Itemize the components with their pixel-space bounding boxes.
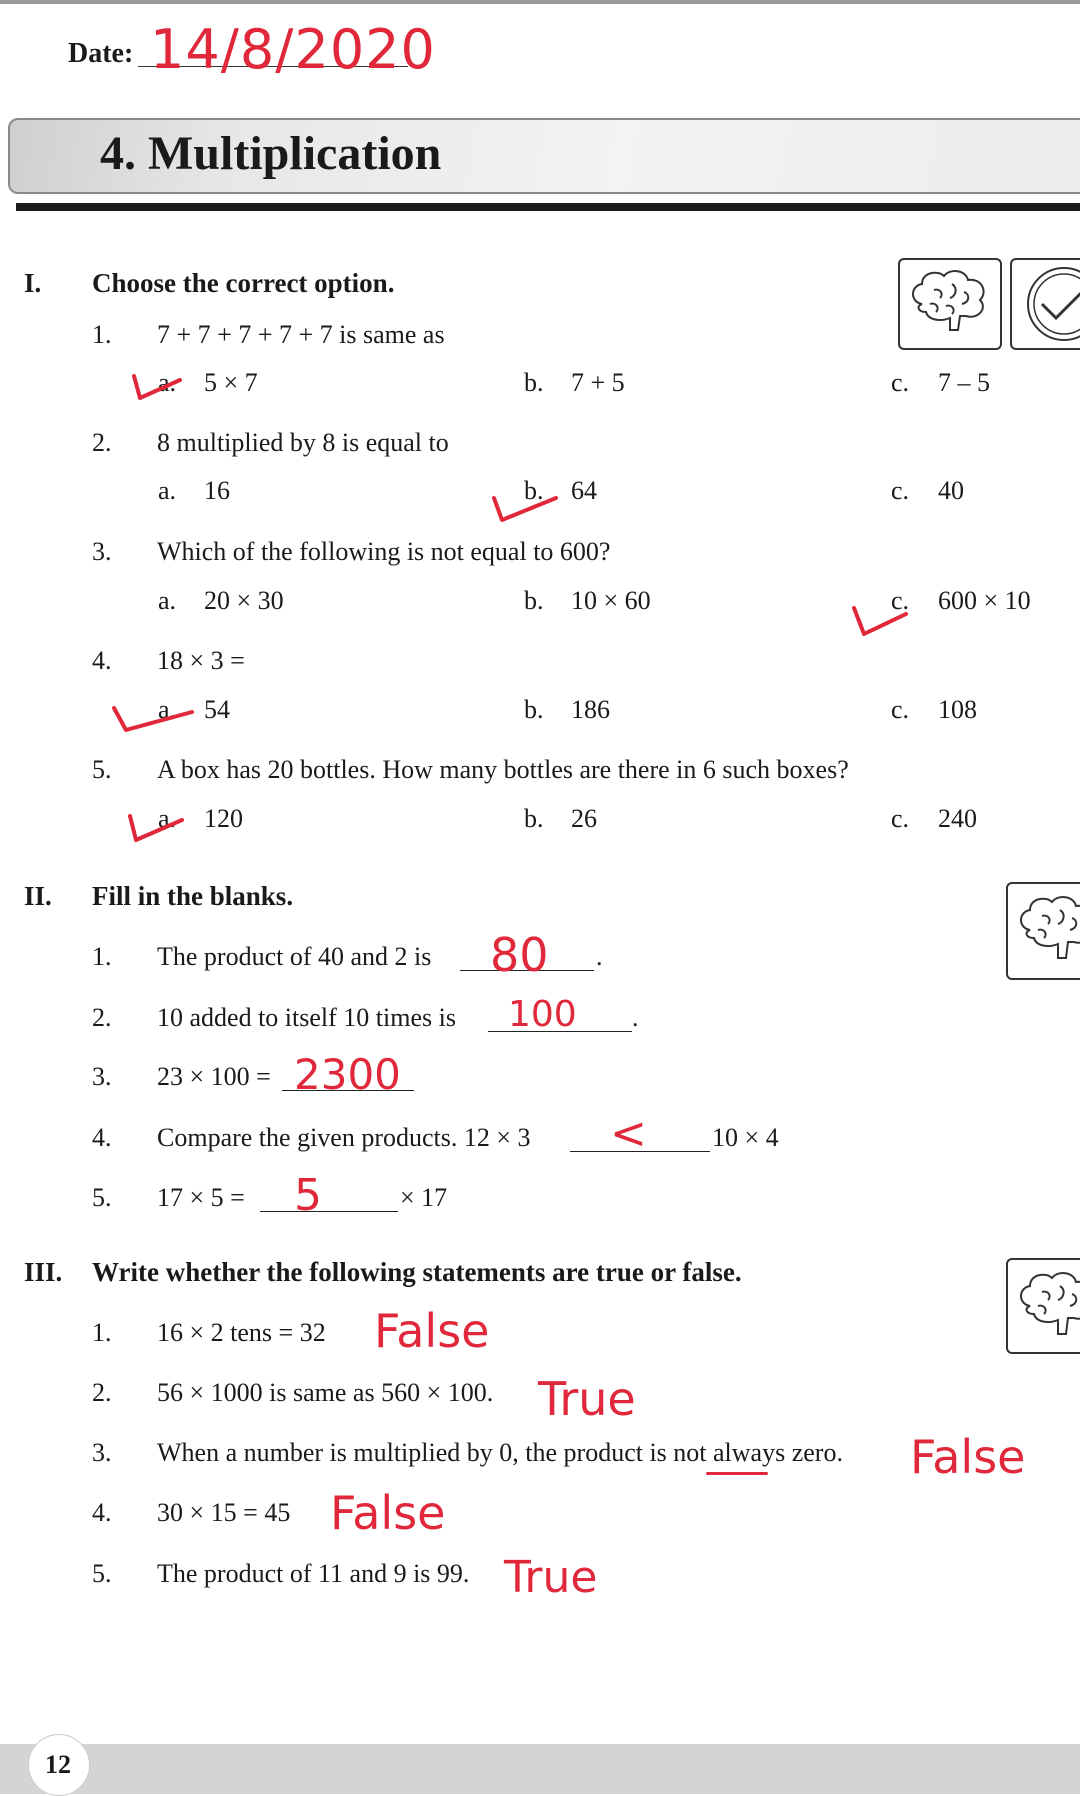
brain-icon: [1006, 882, 1080, 980]
blank-suffix: × 17: [400, 1183, 448, 1212]
option-value: 240: [938, 804, 977, 833]
blank-suffix: 10 × 4: [712, 1123, 779, 1152]
statement-text: 30 × 15 = 45: [157, 1498, 291, 1527]
handwritten-tick: [128, 364, 188, 404]
question-text: 8 multiplied by 8 is equal to: [157, 428, 449, 457]
blank-text: 10 added to itself 10 times is: [157, 1003, 456, 1032]
blank-number: 4.: [92, 1123, 112, 1152]
option-letter: b.: [524, 586, 544, 615]
section-2-title: Fill in the blanks.: [92, 881, 294, 911]
brain-icon: [898, 258, 1002, 350]
option-value: 54: [204, 695, 230, 724]
handwritten-answer: 100: [508, 994, 577, 1035]
option-letter: a.: [158, 476, 177, 505]
statement-number: 1.: [92, 1318, 112, 1347]
blank-suffix: .: [632, 1003, 639, 1032]
option-letter: c.: [891, 476, 910, 505]
question-number: 3.: [92, 537, 112, 566]
option-letter: a.: [158, 586, 177, 615]
statement-number: 5.: [92, 1559, 112, 1588]
blank-text: Compare the given products. 12 × 3: [157, 1123, 531, 1152]
question-number: 4.: [92, 646, 112, 675]
statement-number: 4.: [92, 1498, 112, 1527]
section-3-title: Write whether the following statements are true or false.: [92, 1257, 742, 1287]
section-1-number: I.: [24, 268, 42, 298]
footer-bar: [0, 1744, 1080, 1794]
page-number: 12: [45, 1750, 71, 1779]
option-letter: b.: [524, 476, 544, 505]
answer-blank: [260, 1211, 398, 1212]
option-value: 7 + 5: [571, 368, 625, 397]
statement-text: The product of 11 and 9 is 99.: [157, 1559, 470, 1588]
handwritten-answer: False: [374, 1304, 490, 1358]
handwritten-tick: [108, 696, 198, 740]
question-text: A box has 20 bottles. How many bottles are there in 6 such boxes?: [157, 755, 849, 784]
option-letter: a.: [158, 804, 177, 833]
option-value: 7 – 5: [938, 368, 990, 397]
blank-text: 23 × 100 =: [157, 1062, 271, 1091]
brain-icon: [1006, 1258, 1080, 1354]
handwritten-answer: 80: [490, 928, 549, 982]
blank-number: 2.: [92, 1003, 112, 1032]
handwritten-answer: <: [610, 1108, 647, 1159]
question-text: 7 + 7 + 7 + 7 + 7 is same as: [157, 320, 445, 349]
option-letter: c.: [891, 368, 910, 397]
statement-number: 2.: [92, 1378, 112, 1407]
option-value: 16: [204, 476, 230, 505]
handwritten-answer: True: [538, 1372, 636, 1426]
option-letter: c.: [891, 804, 910, 833]
statement-text: 16 × 2 tens = 32: [157, 1318, 326, 1347]
question-number: 1.: [92, 320, 112, 349]
blank-number: 1.: [92, 942, 112, 971]
option-letter: a.: [158, 368, 177, 397]
handwritten-date: 14/8/2020: [150, 18, 436, 81]
handwritten-answer: 5: [294, 1170, 322, 1221]
statement-text: 56 × 1000 is same as 560 × 100.: [157, 1378, 494, 1407]
handwritten-answer: False: [330, 1486, 446, 1540]
section-3-number: III.: [24, 1257, 63, 1287]
option-value: 600 × 10: [938, 586, 1031, 615]
option-letter: c.: [891, 695, 910, 724]
option-value: 108: [938, 695, 977, 724]
chapter-title: 4. Multiplication: [100, 127, 442, 180]
statement-number: 3.: [92, 1438, 112, 1467]
section-2-number: II.: [24, 881, 52, 911]
option-value: 5 × 7: [204, 368, 258, 397]
question-text: 18 × 3 =: [157, 646, 245, 675]
option-value: 64: [571, 476, 597, 505]
statement-text: When a number is multiplied by 0, the product is not always zero.: [157, 1438, 843, 1467]
section-1-title: Choose the correct option.: [92, 268, 395, 298]
option-letter: c.: [891, 586, 910, 615]
handwritten-answer: False: [910, 1430, 1026, 1484]
date-label: Date:: [68, 38, 134, 69]
question-text: Which of the following is not equal to 600?: [157, 537, 611, 566]
handwritten-answer: 2300: [294, 1050, 401, 1099]
blank-suffix: .: [596, 942, 603, 971]
blank-text: 17 × 5 =: [157, 1183, 245, 1212]
handwritten-answer: True: [504, 1552, 598, 1603]
blank-text: The product of 40 and 2 is: [157, 942, 432, 971]
blank-number: 3.: [92, 1062, 112, 1091]
top-rule: [0, 0, 1080, 4]
option-value: 26: [571, 804, 597, 833]
handwritten-tick: [486, 478, 566, 528]
option-value: 20 × 30: [204, 586, 284, 615]
option-value: 10 × 60: [571, 586, 651, 615]
option-letter: b.: [524, 804, 544, 833]
option-value: 186: [571, 695, 610, 724]
handwritten-tick: [122, 806, 192, 846]
handwritten-tick: [846, 596, 916, 642]
blank-number: 5.: [92, 1183, 112, 1212]
question-number: 5.: [92, 755, 112, 784]
option-letter: b.: [524, 368, 544, 397]
banner-rule: [16, 203, 1080, 211]
option-letter: a.: [158, 695, 177, 724]
question-number: 2.: [92, 428, 112, 457]
option-letter: b.: [524, 695, 544, 724]
checkmark-circle-icon: [1010, 258, 1080, 350]
handwritten-underline: [706, 1472, 768, 1475]
option-value: 40: [938, 476, 964, 505]
option-value: 120: [204, 804, 243, 833]
